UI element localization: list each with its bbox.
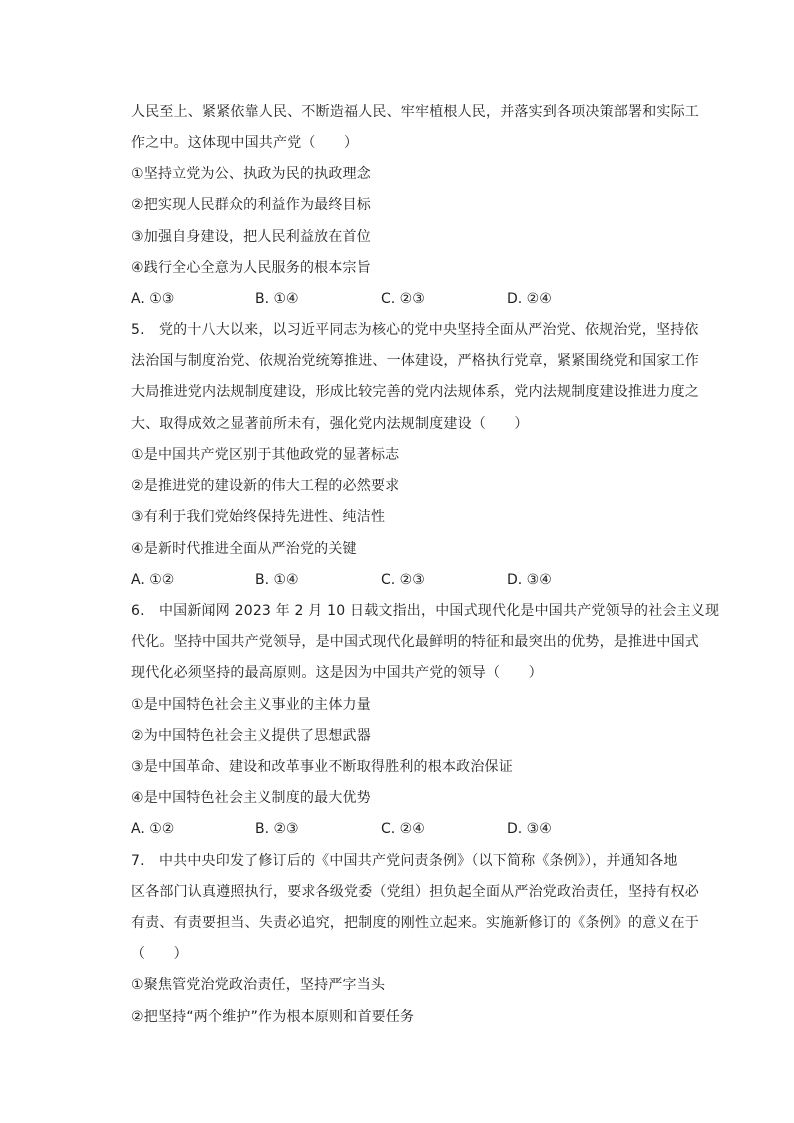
q5-item-2: ②是推进党的建设新的伟大工程的必然要求 xyxy=(131,478,400,494)
q4-item-3: ③加强自身建设，把人民利益放在首位 xyxy=(131,229,371,245)
q7-stem-line-2: 区各部门认真遵照执行，要求各级党委（党组）担负起全面从严治党政治责任，坚持有权必 xyxy=(131,884,699,900)
q7-stem-line-3: 有责、有责要担当、失责必追究，把制度的刚性立起来。实施新修订的《条例》的意义在于 xyxy=(131,915,699,931)
q5-stem-line-4: 大、取得成效之显著前所未有，强化党内法规制度建设（ ） xyxy=(131,416,529,432)
q6-stem-line-3: 现代化必须坚持的最高原则。这是因为中国共产党的领导（ ） xyxy=(131,665,543,681)
q5-item-3: ③有利于我们党始终保持先进性、纯洁性 xyxy=(131,509,386,525)
q4-option-b: B. ①④ xyxy=(255,291,299,307)
q7-stem-line-1: 7. 中共中央印发了修订后的《中国共产党问责条例》（以下简称《条例》），并通知各地 xyxy=(131,853,678,869)
q5-option-d: D. ③④ xyxy=(507,572,552,588)
q5-item-1: ①是中国共产党区别于其他政党的显著标志 xyxy=(131,447,400,463)
q4-option-a: A. ①③ xyxy=(131,291,175,307)
q6-stem-line-2: 代化。坚持中国共产党领导，是中国式现代化最鲜明的特征和最突出的优势，是推进中国式 xyxy=(131,634,699,650)
q5-stem-line-1: 5. 党的十八大以来，以习近平同志为核心的党中央坚持全面从严治党、依规治党，坚持依 xyxy=(131,322,699,338)
q5-stem-line-3: 大局推进党内法规制度建设，形成比较完善的党内法规体系，党内法规制度建设推进力度之 xyxy=(131,384,699,400)
q4-stem-line-2: 作之中。这体现中国共产党（ ） xyxy=(131,135,359,151)
q7-item-2: ②把坚持“两个维护”作为根本原则和首要任务 xyxy=(131,1009,415,1025)
q5-option-a: A. ①② xyxy=(131,572,175,588)
q4-option-d: D. ②④ xyxy=(507,291,552,307)
q7-stem-line-4: （ ） xyxy=(131,946,188,962)
q6-item-4: ④是中国特色社会主义制度的最大优势 xyxy=(131,790,371,806)
q4-item-2: ②把实现人民群众的利益作为最终目标 xyxy=(131,197,371,213)
q6-item-2: ②为中国特色社会主义提供了思想武器 xyxy=(131,728,371,744)
q6-stem-line-1: 6. 中国新闻网 2023 年 2 月 10 日载文指出，中国式现代化是中国共产党领导的社会主义现 xyxy=(131,603,720,619)
q6-item-3: ③是中国革命、建设和改革事业不断取得胜利的根本政治保证 xyxy=(131,759,513,775)
q5-item-4: ④是新时代推进全面从严治党的关键 xyxy=(131,541,357,557)
q6-option-b: B. ②③ xyxy=(255,821,299,837)
q5-option-b: B. ①④ xyxy=(255,572,299,588)
q4-item-1: ①坚持立党为公、执政为民的执政理念 xyxy=(131,166,371,182)
q6-option-c: C. ②④ xyxy=(381,821,425,837)
q4-stem-line-1: 人民至上、紧紧依靠人民、不断造福人民、牢牢植根人民，并落实到各项决策部署和实际工 xyxy=(131,104,699,120)
q4-item-4: ④践行全心全意为人民服务的根本宗旨 xyxy=(131,260,371,276)
q4-option-c: C. ②③ xyxy=(381,291,425,307)
q6-option-a: A. ①② xyxy=(131,821,175,837)
q6-option-d: D. ③④ xyxy=(507,821,552,837)
q7-item-1: ①聚焦管党治党政治责任，坚持严字当头 xyxy=(131,977,386,993)
q6-item-1: ①是中国特色社会主义事业的主体力量 xyxy=(131,697,371,713)
q5-option-c: C. ②③ xyxy=(381,572,425,588)
q5-stem-line-2: 法治国与制度治党、依规治党统筹推进、一体建设，严格执行党章，紧紧围绕党和国家工作 xyxy=(131,353,699,369)
